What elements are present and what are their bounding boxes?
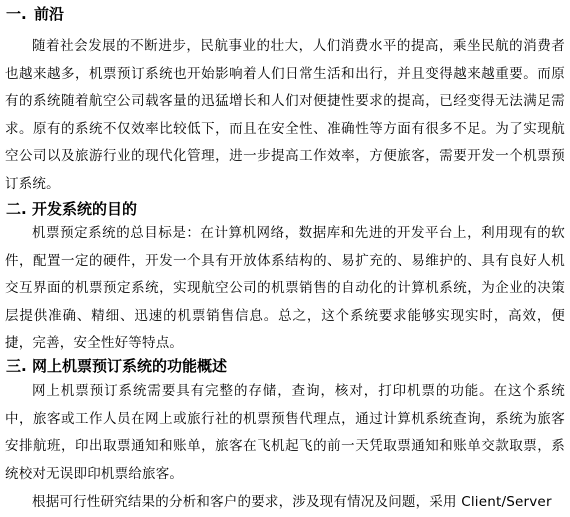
section-heading-purpose <box>6 199 137 219</box>
section-heading-overview <box>6 356 227 376</box>
section-title: 网上机票预订系统的功能概述 <box>31 357 227 375</box>
section-marker: 二. <box>6 200 27 218</box>
paragraph-overview: 网上机票预订系统需要具有完整的存储，查询，核对，打印机票的功能。在这个系统中，旅客或工作人员在网上或旅行社的机票预售代理点，通过计算机系统查询，系统为旅客安排航班，印出取票通知和账单，旅客在飞机起飞的前一天凭取票通知和账单交款取票，系统校对无误即印机票给旅客。 <box>5 383 565 482</box>
paragraph-purpose: 机票预定系统的总目标是：在计算机网络，数据库和先进的开发平台上，利用现有的软件，配置一定的硬件，开发一个具有开放体系结构的、易扩充的、易维护的、具有良好人机交互界面的机票预定系统，实现航空公司的机票销售的自动化的计算机系统，为企业的决策层提供准确、精细、迅速的机票销售信息。总之，这个系统要求能够实现实时，高效，便捷，完善，安全性好等特点。 <box>5 225 565 351</box>
section-title: 前沿 <box>33 5 64 23</box>
section-heading-preface <box>6 4 64 24</box>
paragraph-preface: 随着社会发展的不断进步，民航事业的壮大，人们消费水平的提高，乘坐民航的消费者也越来越多，机票预订系统也开始影响着人们日常生活和出行，并且变得越来越重要。而原有的系统随着航空公司载客量的迅猛增长和人们对便捷性要求的提高，已经变得无法满足需求。原有的系统不仅效率比较低下，而且在安全性、准确性等方面有很多不足。为了实现航空公司以及旅游行业的现代化管理，进一步提高工作效率，方便旅客，需要开发一个机票预订系统。 <box>5 38 565 192</box>
paragraph-trailing: 根据可行性研究结果的分析和客户的要求，涉及现有情况及问题，采用 Client/Server <box>32 494 552 510</box>
section-marker: 三. <box>6 357 27 375</box>
section-title: 开发系统的目的 <box>31 200 137 218</box>
section-marker: 一. <box>6 5 27 23</box>
